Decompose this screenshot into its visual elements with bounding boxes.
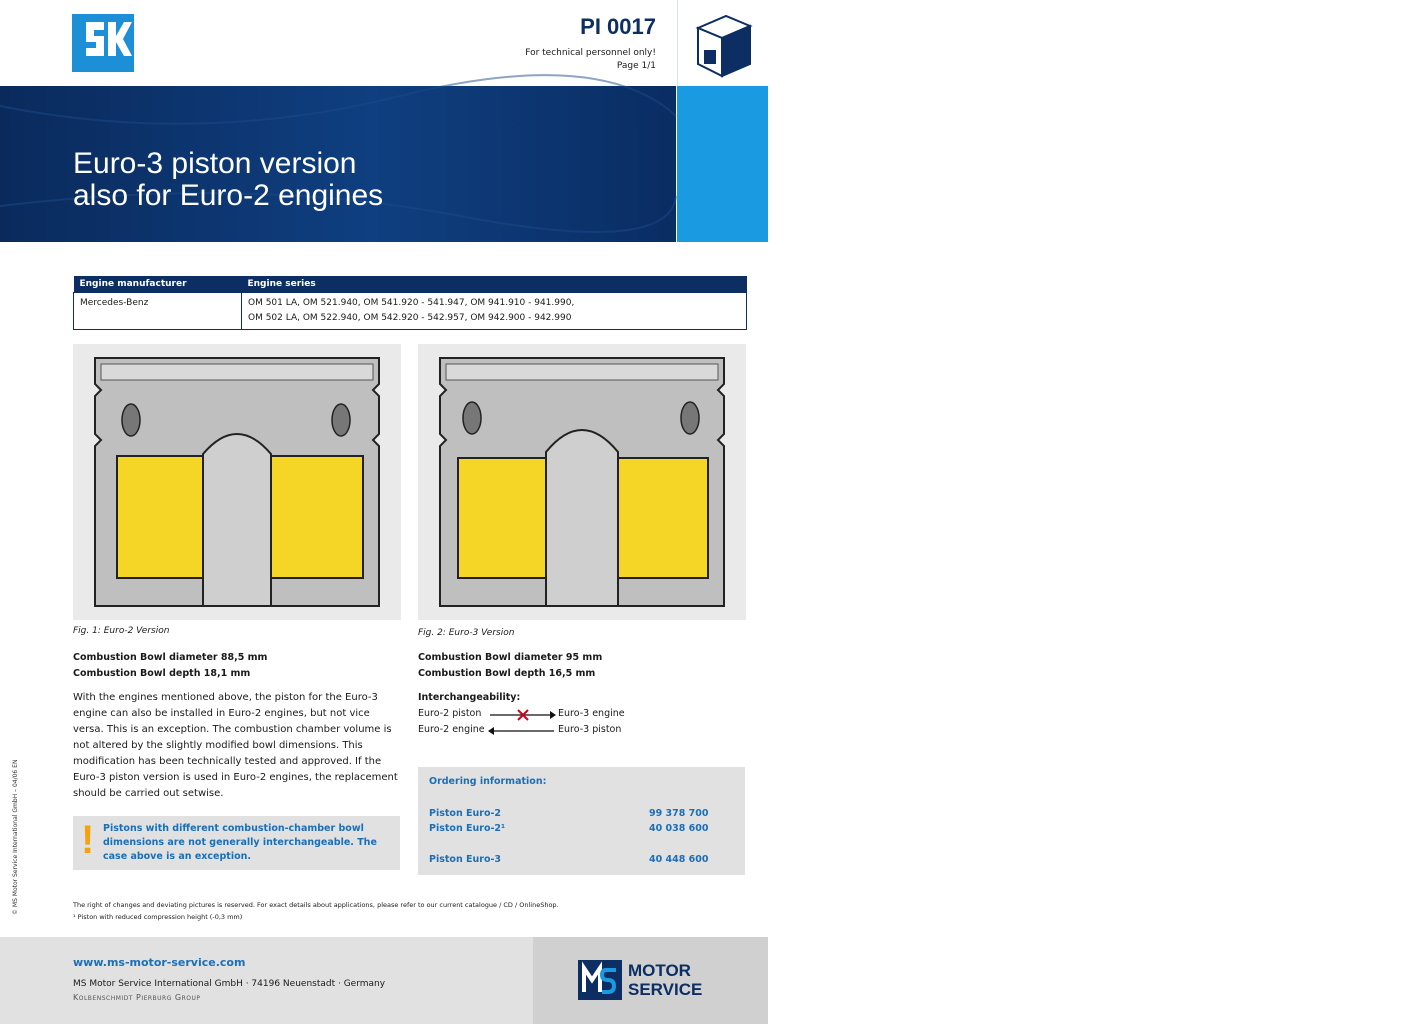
interchange-row-1 [418, 708, 625, 719]
piston-drawing-euro-2 [73, 344, 401, 620]
warning-box [73, 816, 400, 870]
figure-euro-3-piston [418, 344, 746, 620]
ordering-information-box [418, 767, 745, 875]
pi-note [525, 47, 656, 73]
header-manufacturer: Engine manufacturer [74, 276, 242, 293]
ordering-title: Ordering information: [429, 776, 547, 787]
warning-text: Pistons with different combustion-chamber bowl dimensions are not generally interchangeable. The case above is an exception. [103, 823, 377, 862]
ks-logo [72, 14, 134, 72]
fig-2-spec-diameter: Combustion Bowl diameter 95 mm [418, 652, 603, 663]
body-paragraph: With the engines mentioned above, the piston for the Euro-3 engine can also be installed in Euro-2 engines, but not vice versa. This is an exception. The combustion chamber volume is not altered by the slightly modified bowl dimensions. This modification has been technically tested and approved. If the Euro-3 piston version is used in Euro-2 engines, the replacement should be carried out setwise. [73, 692, 398, 799]
pi-code: PI 0017 [580, 14, 656, 39]
fig-1-caption: Fig. 1: Euro-2 Version [73, 626, 170, 636]
brand-area [533, 937, 768, 1024]
page-number: Page 1/1 [616, 61, 656, 71]
table-row [74, 293, 747, 330]
row-1-right: Euro-3 engine [558, 708, 625, 719]
item-number: 99 378 700 [649, 808, 709, 819]
brand-name [628, 961, 702, 999]
company-address: MS Motor Service International GmbH · 74196 Neuenstadt · Germany [73, 979, 386, 989]
ms-logo-icon [578, 960, 622, 1000]
row-1-left: Euro-2 piston [418, 708, 482, 719]
list-item [429, 854, 729, 865]
interchange-row-2 [418, 724, 622, 735]
side-tab-information: INFORMATION [1407, 203, 1419, 313]
product-box-icon [678, 0, 769, 86]
table-header-row [74, 276, 747, 293]
row-2-right: Euro-3 piston [558, 724, 622, 735]
note-line-1: For technical personnel only! [525, 48, 656, 58]
item-name: Piston Euro-2¹ [429, 823, 506, 834]
copyright: © MS Motor Service International GmbH – 04/06 EN [12, 759, 19, 915]
website-link[interactable]: www.ms-motor-service.com [73, 956, 246, 969]
fig-1-spec-diameter: Combustion Bowl diameter 88,5 mm [73, 652, 268, 663]
interchangeability-title: Interchangeability: [418, 692, 521, 703]
company-group: Kolbenschmidt Pierburg Group [73, 993, 201, 1002]
header-series: Engine series [242, 276, 747, 293]
item-name: Piston Euro-3 [429, 854, 502, 865]
brand-line-1: MOTOR [628, 961, 691, 980]
footer [0, 937, 533, 1024]
row-2-left: Euro-2 engine [418, 724, 485, 735]
item-number: 40 038 600 [649, 823, 709, 834]
item-name: Piston Euro-2 [429, 808, 502, 819]
footnote-compression: ¹ Piston with reduced compression height (-0,3 mm) [73, 913, 243, 921]
product-box-icon-area [677, 0, 768, 86]
series-line-1: OM 501 LA, OM 521.940, OM 541.920 - 541.947, OM 941.910 - 941.990, [248, 298, 575, 308]
cell-manufacturer: Mercedes-Benz [74, 293, 242, 330]
footnote-disclaimer: The right of changes and deviating pictures is reserved. For exact details about applications, please refer to our current catalogue / CD / OnlineShop. [73, 901, 559, 909]
list-item [429, 823, 729, 834]
fig-1-spec-depth: Combustion Bowl depth 18,1 mm [73, 668, 251, 679]
ks-logo-icon [72, 14, 134, 72]
side-tab-product: PRODUCT [1372, 173, 1399, 313]
item-number: 40 448 600 [649, 854, 709, 865]
engine-table [73, 276, 747, 330]
fig-2-spec-depth: Combustion Bowl depth 16,5 mm [418, 668, 596, 679]
brand-line-2: SERVICE [628, 980, 703, 999]
piston-drawing-euro-3 [418, 344, 746, 620]
page-title: Euro-3 piston version also for Euro-2 engines [73, 147, 384, 212]
list-item [429, 808, 729, 819]
series-line-2: OM 502 LA, OM 522.940, OM 542.920 - 542.957, OM 942.900 - 942.990 [248, 313, 572, 323]
arrow-left-icon [488, 725, 556, 737]
arrow-right-crossed-icon [488, 709, 556, 721]
cell-series [242, 293, 747, 330]
product-information-tab [677, 86, 768, 242]
exclamation-icon: ! [81, 818, 95, 862]
fig-2-caption: Fig. 2: Euro-3 Version [418, 628, 515, 638]
title-banner [0, 86, 676, 242]
figure-euro-2-piston [73, 344, 401, 620]
